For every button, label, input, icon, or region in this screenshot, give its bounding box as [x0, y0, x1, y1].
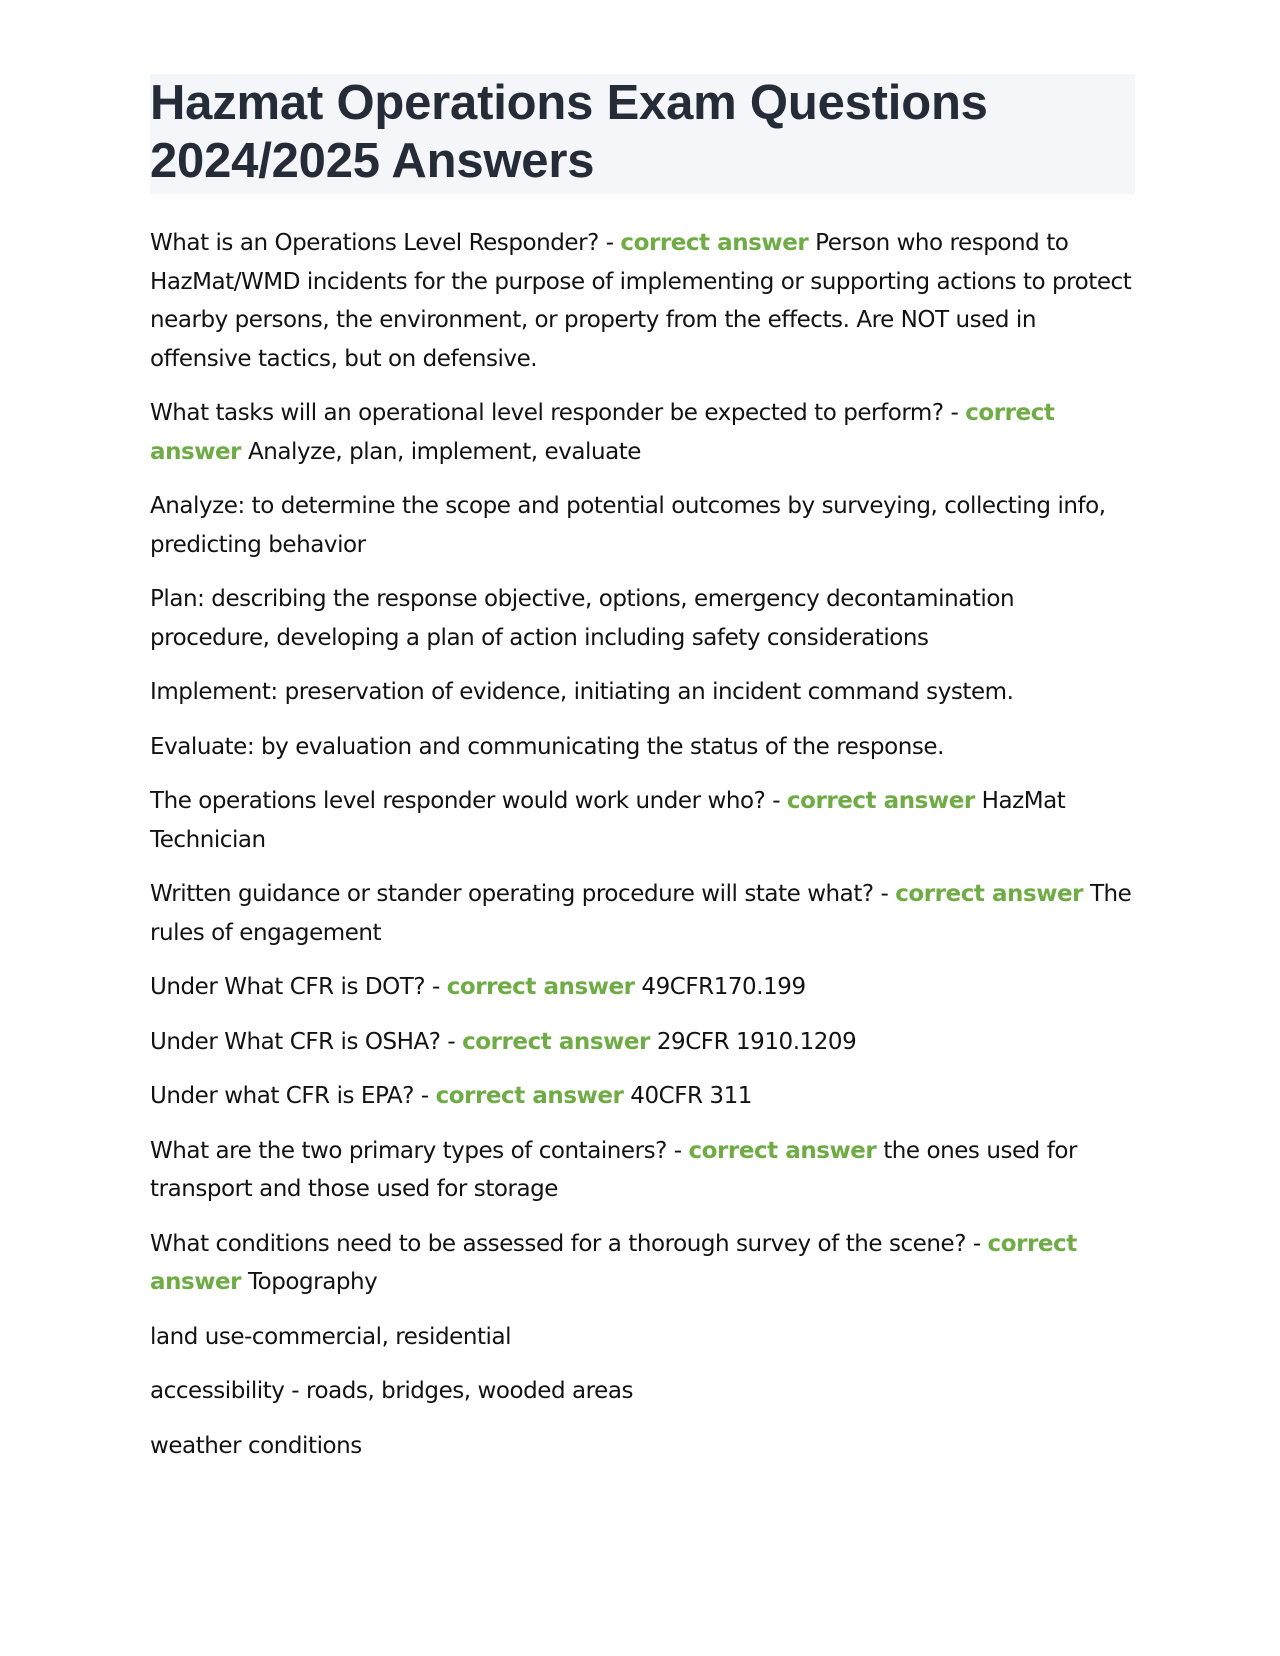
correct-answer-label: correct answer	[435, 1083, 624, 1109]
answer-text: Person who respond to HazMat/WMD incidents for the purpose of implementing or supporting actions to protect nearby persons, the environment, or property from the effects. Are NOT used in offensive tactics, but on defensive.	[150, 230, 1132, 372]
correct-answer-label: correct answer	[688, 1137, 877, 1164]
qa-paragraph	[150, 1077, 1135, 1116]
question-text: Under what CFR is EPA? -	[150, 1083, 436, 1109]
qa-paragraph	[150, 394, 1135, 471]
qa-paragraph	[150, 1225, 1135, 1302]
qa-paragraph	[150, 875, 1135, 952]
correct-answer-label: correct answer	[150, 1230, 1077, 1295]
answer-text: The rules of engagement	[150, 881, 1132, 946]
answer-text: the ones used for transport and those used for storage	[150, 1137, 1077, 1202]
question-text: The operations level responder would work under who? -	[150, 788, 787, 814]
qa-paragraph	[150, 968, 1135, 1007]
correct-answer-label: correct answer	[620, 230, 809, 256]
page-title: Hazmat Operations Exam Questions 2024/2025 Answers	[150, 76, 988, 188]
question-text: Under What CFR is DOT? -	[150, 974, 447, 1000]
question-text: Written guidance or stander operating procedure will state what? -	[150, 881, 896, 907]
answer-text: 40CFR 311	[630, 1083, 752, 1109]
question-text: What is an Operations Level Responder? -	[150, 230, 621, 256]
title-banner	[150, 74, 1135, 194]
question-text: What are the two primary types of containers? -	[150, 1137, 689, 1164]
qa-paragraph	[150, 224, 1135, 378]
document-page	[150, 74, 1135, 1481]
qa-paragraph	[150, 782, 1135, 859]
answer-text: 49CFR170.199	[641, 974, 806, 1000]
correct-answer-label: correct answer	[462, 1028, 650, 1055]
question-text: What tasks will an operational level responder be expected to perform? -	[150, 400, 966, 426]
document-content	[150, 224, 1135, 1465]
answer-text: Analyze, plan, implement, evaluate	[247, 438, 641, 465]
qa-paragraph	[150, 1132, 1135, 1209]
correct-answer-label: correct answer	[150, 400, 1055, 465]
text-paragraph: Evaluate: by evaluation and communicating the status of the response.	[150, 733, 944, 760]
text-paragraph: land use-commercial, residential	[150, 1323, 512, 1350]
question-text: Under What CFR is OSHA? -	[150, 1028, 463, 1055]
correct-answer-label: correct answer	[446, 974, 635, 1000]
text-paragraph: Implement: preservation of evidence, initiating an incident command system.	[150, 679, 1014, 705]
qa-paragraph	[150, 1023, 1135, 1062]
text-paragraph: Analyze: to determine the scope and potential outcomes by surveying, collecting info, predicting behavior	[150, 493, 1106, 558]
text-paragraph: accessibility - roads, bridges, wooded areas	[150, 1378, 634, 1404]
correct-answer-label: correct answer	[895, 881, 1084, 907]
question-text: What conditions need to be assessed for a thorough survey of the scene? -	[150, 1230, 988, 1257]
answer-text: 29CFR 1910.1209	[656, 1028, 857, 1055]
text-paragraph: weather conditions	[150, 1432, 362, 1459]
text-paragraph: Plan: describing the response objective, options, emergency decontamination procedure, developing a plan of action including safety considerations	[150, 586, 1015, 651]
answer-text: HazMat Technician	[150, 788, 1066, 853]
correct-answer-label: correct answer	[786, 788, 975, 814]
answer-text: Topography	[247, 1269, 378, 1295]
